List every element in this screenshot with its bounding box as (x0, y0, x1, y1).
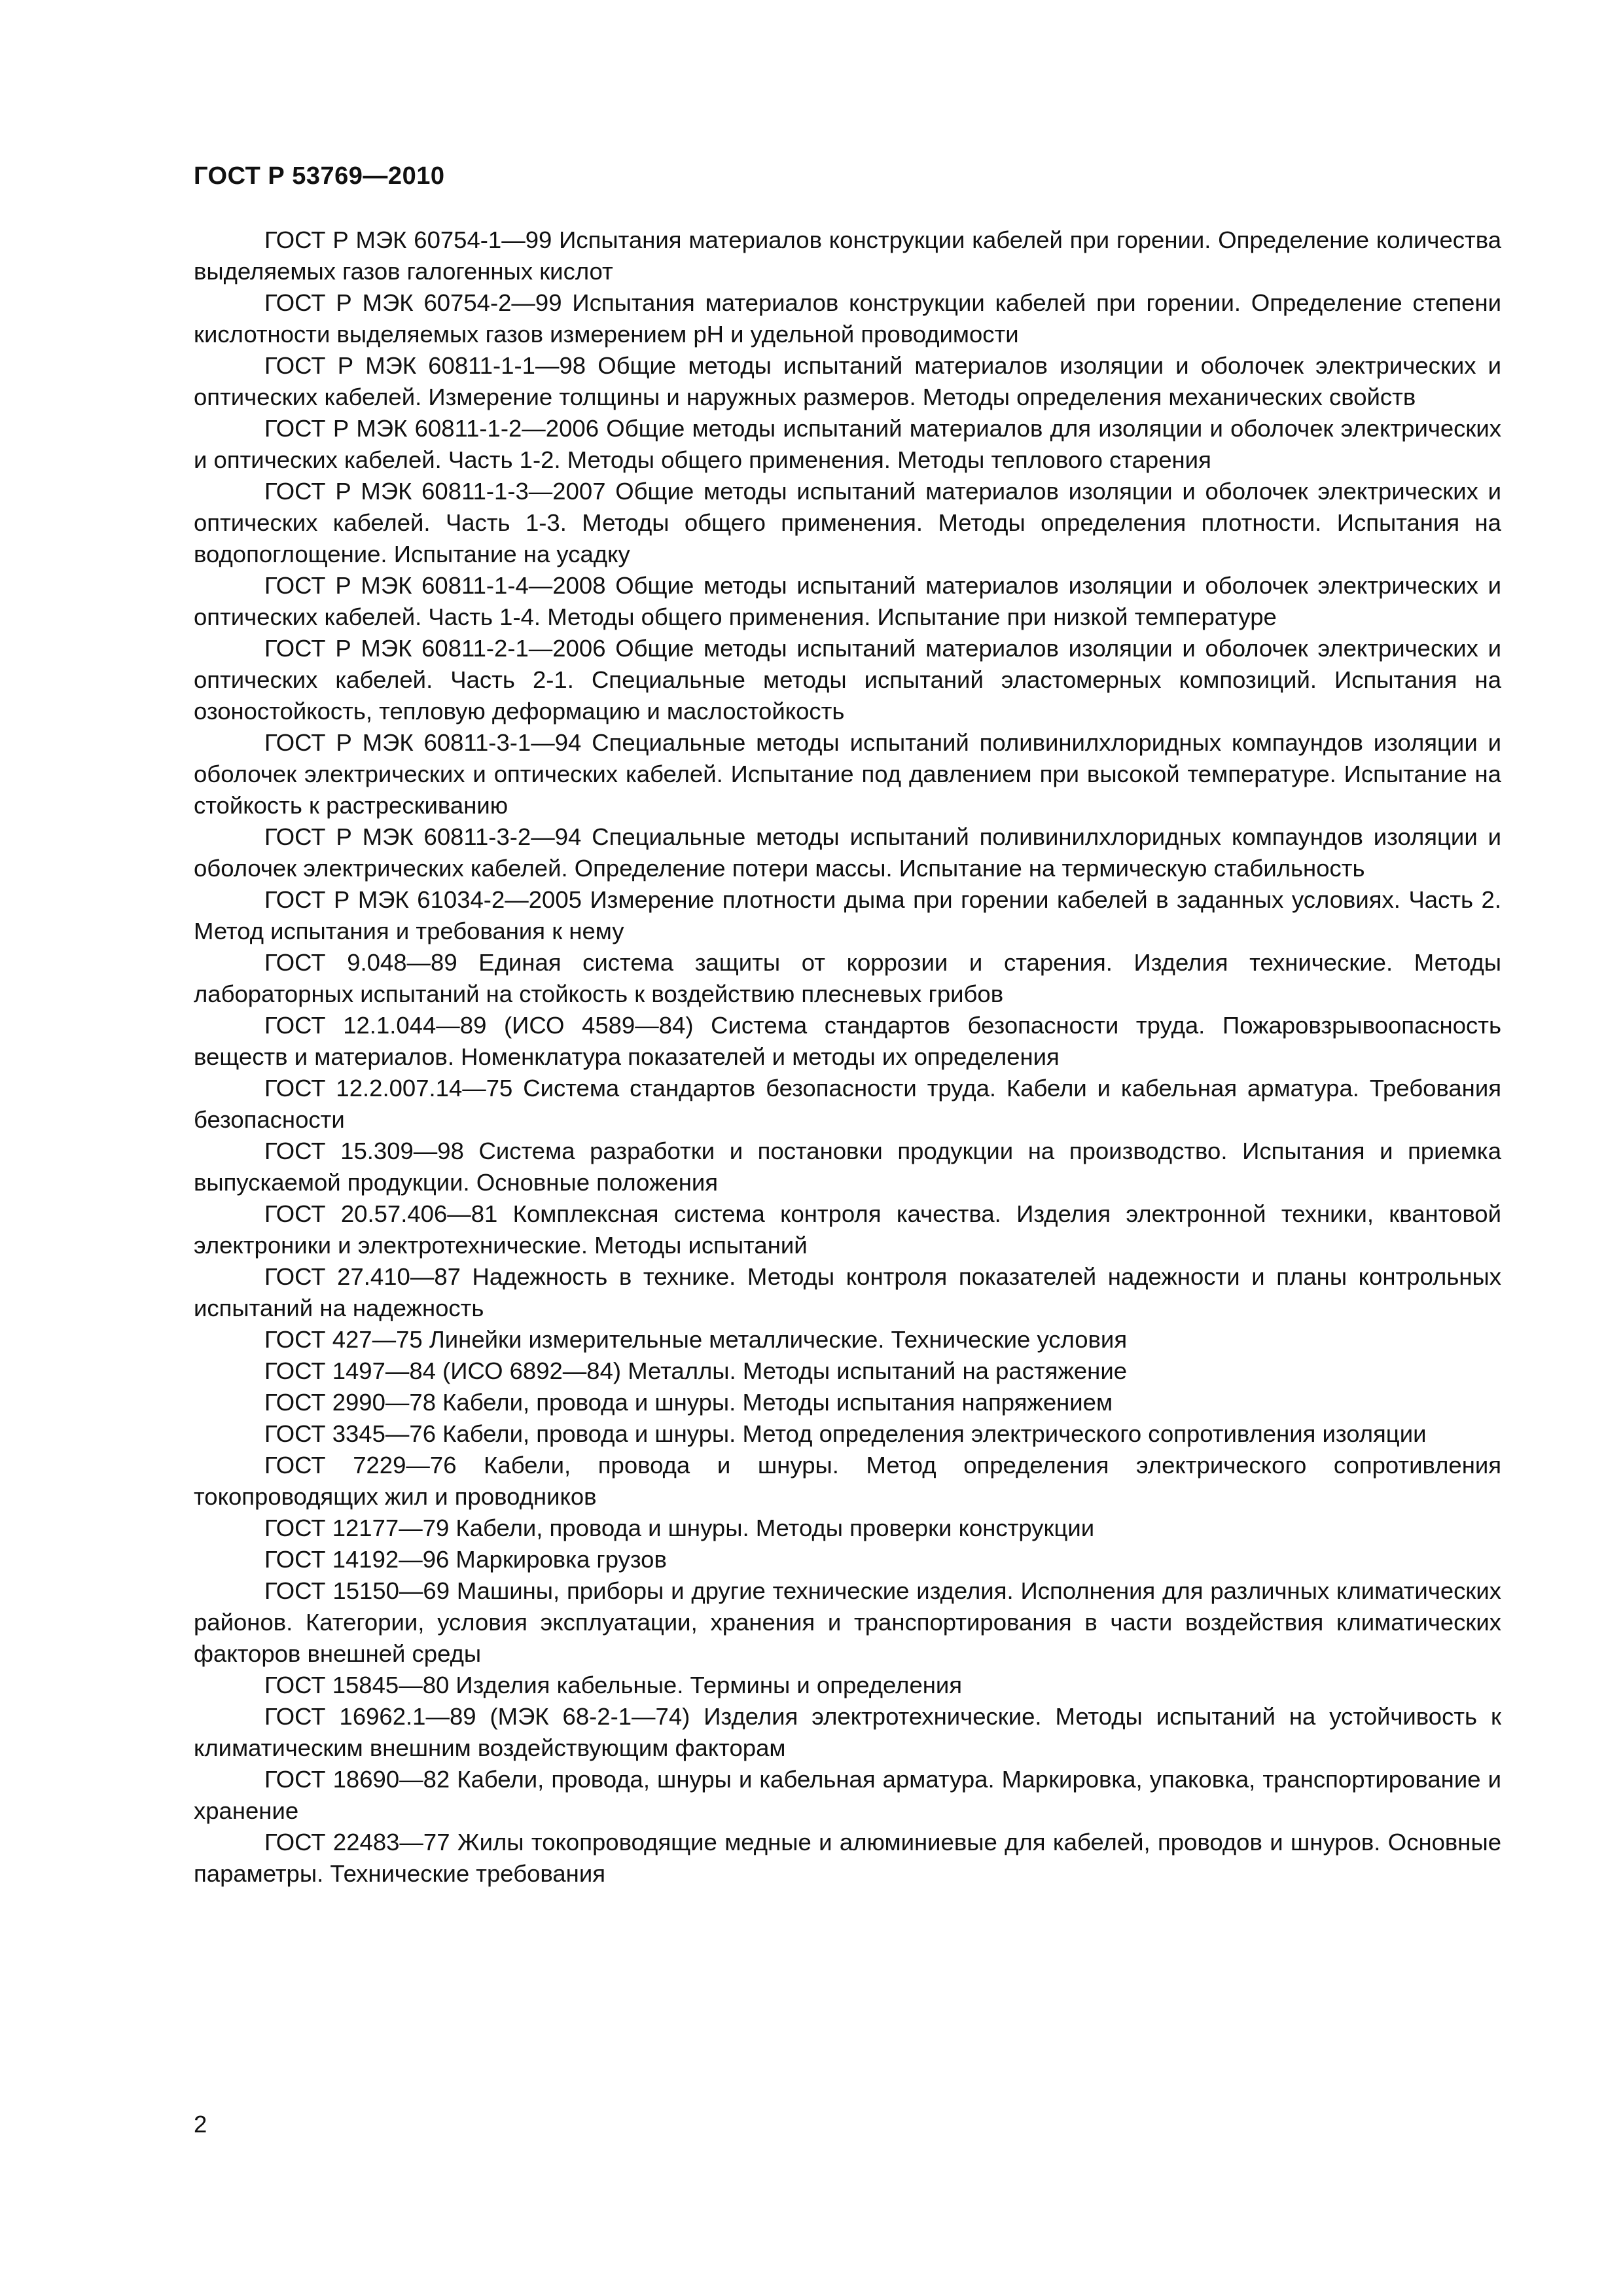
reference-item: ГОСТ Р МЭК 60754-1—99 Испытания материалов конструкции кабелей при горении. Определение количества выделяемых газов галогенных кислот (194, 226, 1501, 285)
reference-item: ГОСТ 7229—76 Кабели, провода и шнуры. Метод определения электрического сопротивления токопроводящих жил и проводников (194, 1452, 1501, 1510)
reference-item: ГОСТ Р МЭК 60811-1-1—98 Общие методы испытаний материалов изоляции и оболочек электрических и оптических кабелей. Измерение толщины и наружных размеров. Методы определения механических свойств (194, 352, 1501, 410)
reference-item: ГОСТ Р МЭК 60811-3-1—94 Специальные методы испытаний поливинилхлоридных компаундов изоляции и оболочек электрических и оптических кабелей. Испытание под давлением при высокой температуре. Испытание на стойкость к растрескиванию (194, 729, 1501, 819)
reference-item: ГОСТ 27.410—87 Надежность в технике. Методы контроля показателей надежности и планы контрольных испытаний на надежность (194, 1263, 1501, 1321)
reference-item: ГОСТ Р МЭК 61034-2—2005 Измерение плотности дыма при горении кабелей в заданных условиях. Часть 2. Метод испытания и требования к нему (194, 886, 1501, 944)
reference-item: ГОСТ 22483—77 Жилы токопроводящие медные и алюминиевые для кабелей, проводов и шнуров. Основные параметры. Технические требования (194, 1829, 1501, 1887)
reference-item: ГОСТ 12.1.044—89 (ИСО 4589—84) Система стандартов безопасности труда. Пожаровзрывоопасность веществ и материалов. Номенклатура показателей и методы их определения (194, 1012, 1501, 1070)
reference-item: ГОСТ 3345—76 Кабели, провода и шнуры. Метод определения электрического сопротивления изоляции (264, 1420, 1427, 1447)
reference-item: ГОСТ Р МЭК 60811-3-2—94 Специальные методы испытаний поливинилхлоридных компаундов изоляции и оболочек электрических кабелей. Определение потери массы. Испытание на термическую стабильность (194, 823, 1501, 882)
reference-item: ГОСТ 427—75 Линейки измерительные металлические. Технические условия (264, 1326, 1128, 1353)
reference-item: ГОСТ 12177—79 Кабели, провода и шнуры. Методы проверки конструкции (264, 1515, 1095, 1541)
reference-item: ГОСТ Р МЭК 60754-2—99 Испытания материалов конструкции кабелей при горении. Определение степени кислотности выделяемых газов измерением pH и удельной проводимости (194, 289, 1501, 348)
reference-item: ГОСТ 18690—82 Кабели, провода, шнуры и кабельная арматура. Маркировка, упаковка, транспортирование и хранение (194, 1766, 1501, 1824)
reference-item: ГОСТ 16962.1—89 (МЭК 68-2-1—74) Изделия электротехнические. Методы испытаний на устойчивость к климатическим внешним воздействующим факторам (194, 1703, 1501, 1761)
reference-item: ГОСТ 1497—84 (ИСО 6892—84) Металлы. Методы испытаний на растяжение (264, 1357, 1128, 1384)
reference-item: ГОСТ Р МЭК 60811-2-1—2006 Общие методы испытаний материалов изоляции и оболочек электрических и оптических кабелей. Часть 2-1. Специальные методы испытаний эластомерных композиций. Испытания на озоностойкость, тепловую деформацию и маслостойкость (194, 635, 1501, 725)
reference-item: ГОСТ 14192—96 Маркировка грузов (264, 1546, 667, 1573)
reference-item: ГОСТ 15.309—98 Система разработки и постановки продукции на производство. Испытания и приемка выпускаемой продукции. Основные положения (194, 1138, 1501, 1196)
reference-item: ГОСТ 15845—80 Изделия кабельные. Термины и определения (264, 1672, 963, 1698)
reference-item: ГОСТ Р МЭК 60811-1-4—2008 Общие методы испытаний материалов изоляции и оболочек электрических и оптических кабелей. Часть 1-4. Методы общего применения. Испытание при низкой температуре (194, 572, 1501, 630)
reference-item: ГОСТ 12.2.007.14—75 Система стандартов безопасности труда. Кабели и кабельная арматура. Требования безопасности (194, 1075, 1501, 1133)
reference-item: ГОСТ 20.57.406—81 Комплексная система контроля качества. Изделия электронной техники, квантовой электроники и электротехнические. Методы испытаний (194, 1200, 1501, 1259)
reference-item: ГОСТ 9.048—89 Единая система защиты от коррозии и старения. Изделия технические. Методы лабораторных испытаний на стойкость к воздействию плесневых грибов (194, 949, 1501, 1007)
reference-item: ГОСТ 15150—69 Машины, приборы и другие технические изделия. Исполнения для различных климатических районов. Категории, условия эксплуатации, хранения и транспортирования в части воздействия климатических факторов внешней среды (194, 1577, 1501, 1667)
page-number: 2 (194, 2111, 207, 2138)
reference-item: ГОСТ Р МЭК 60811-1-2—2006 Общие методы испытаний материалов для изоляции и оболочек электрических и оптических кабелей. Часть 1-2. Методы общего применения. Методы теплового старения (194, 415, 1501, 473)
reference-item: ГОСТ Р МЭК 60811-1-3—2007 Общие методы испытаний материалов изоляции и оболочек электрических и оптических кабелей. Часть 1-3. Методы общего применения. Методы определения плотности. Испытания на водопоглощение. Испытание на усадку (194, 478, 1501, 567)
references-list (194, 224, 1501, 1890)
page-header-standard-id: ГОСТ Р 53769—2010 (194, 162, 445, 190)
reference-item: ГОСТ 2990—78 Кабели, провода и шнуры. Методы испытания напряжением (264, 1389, 1113, 1416)
